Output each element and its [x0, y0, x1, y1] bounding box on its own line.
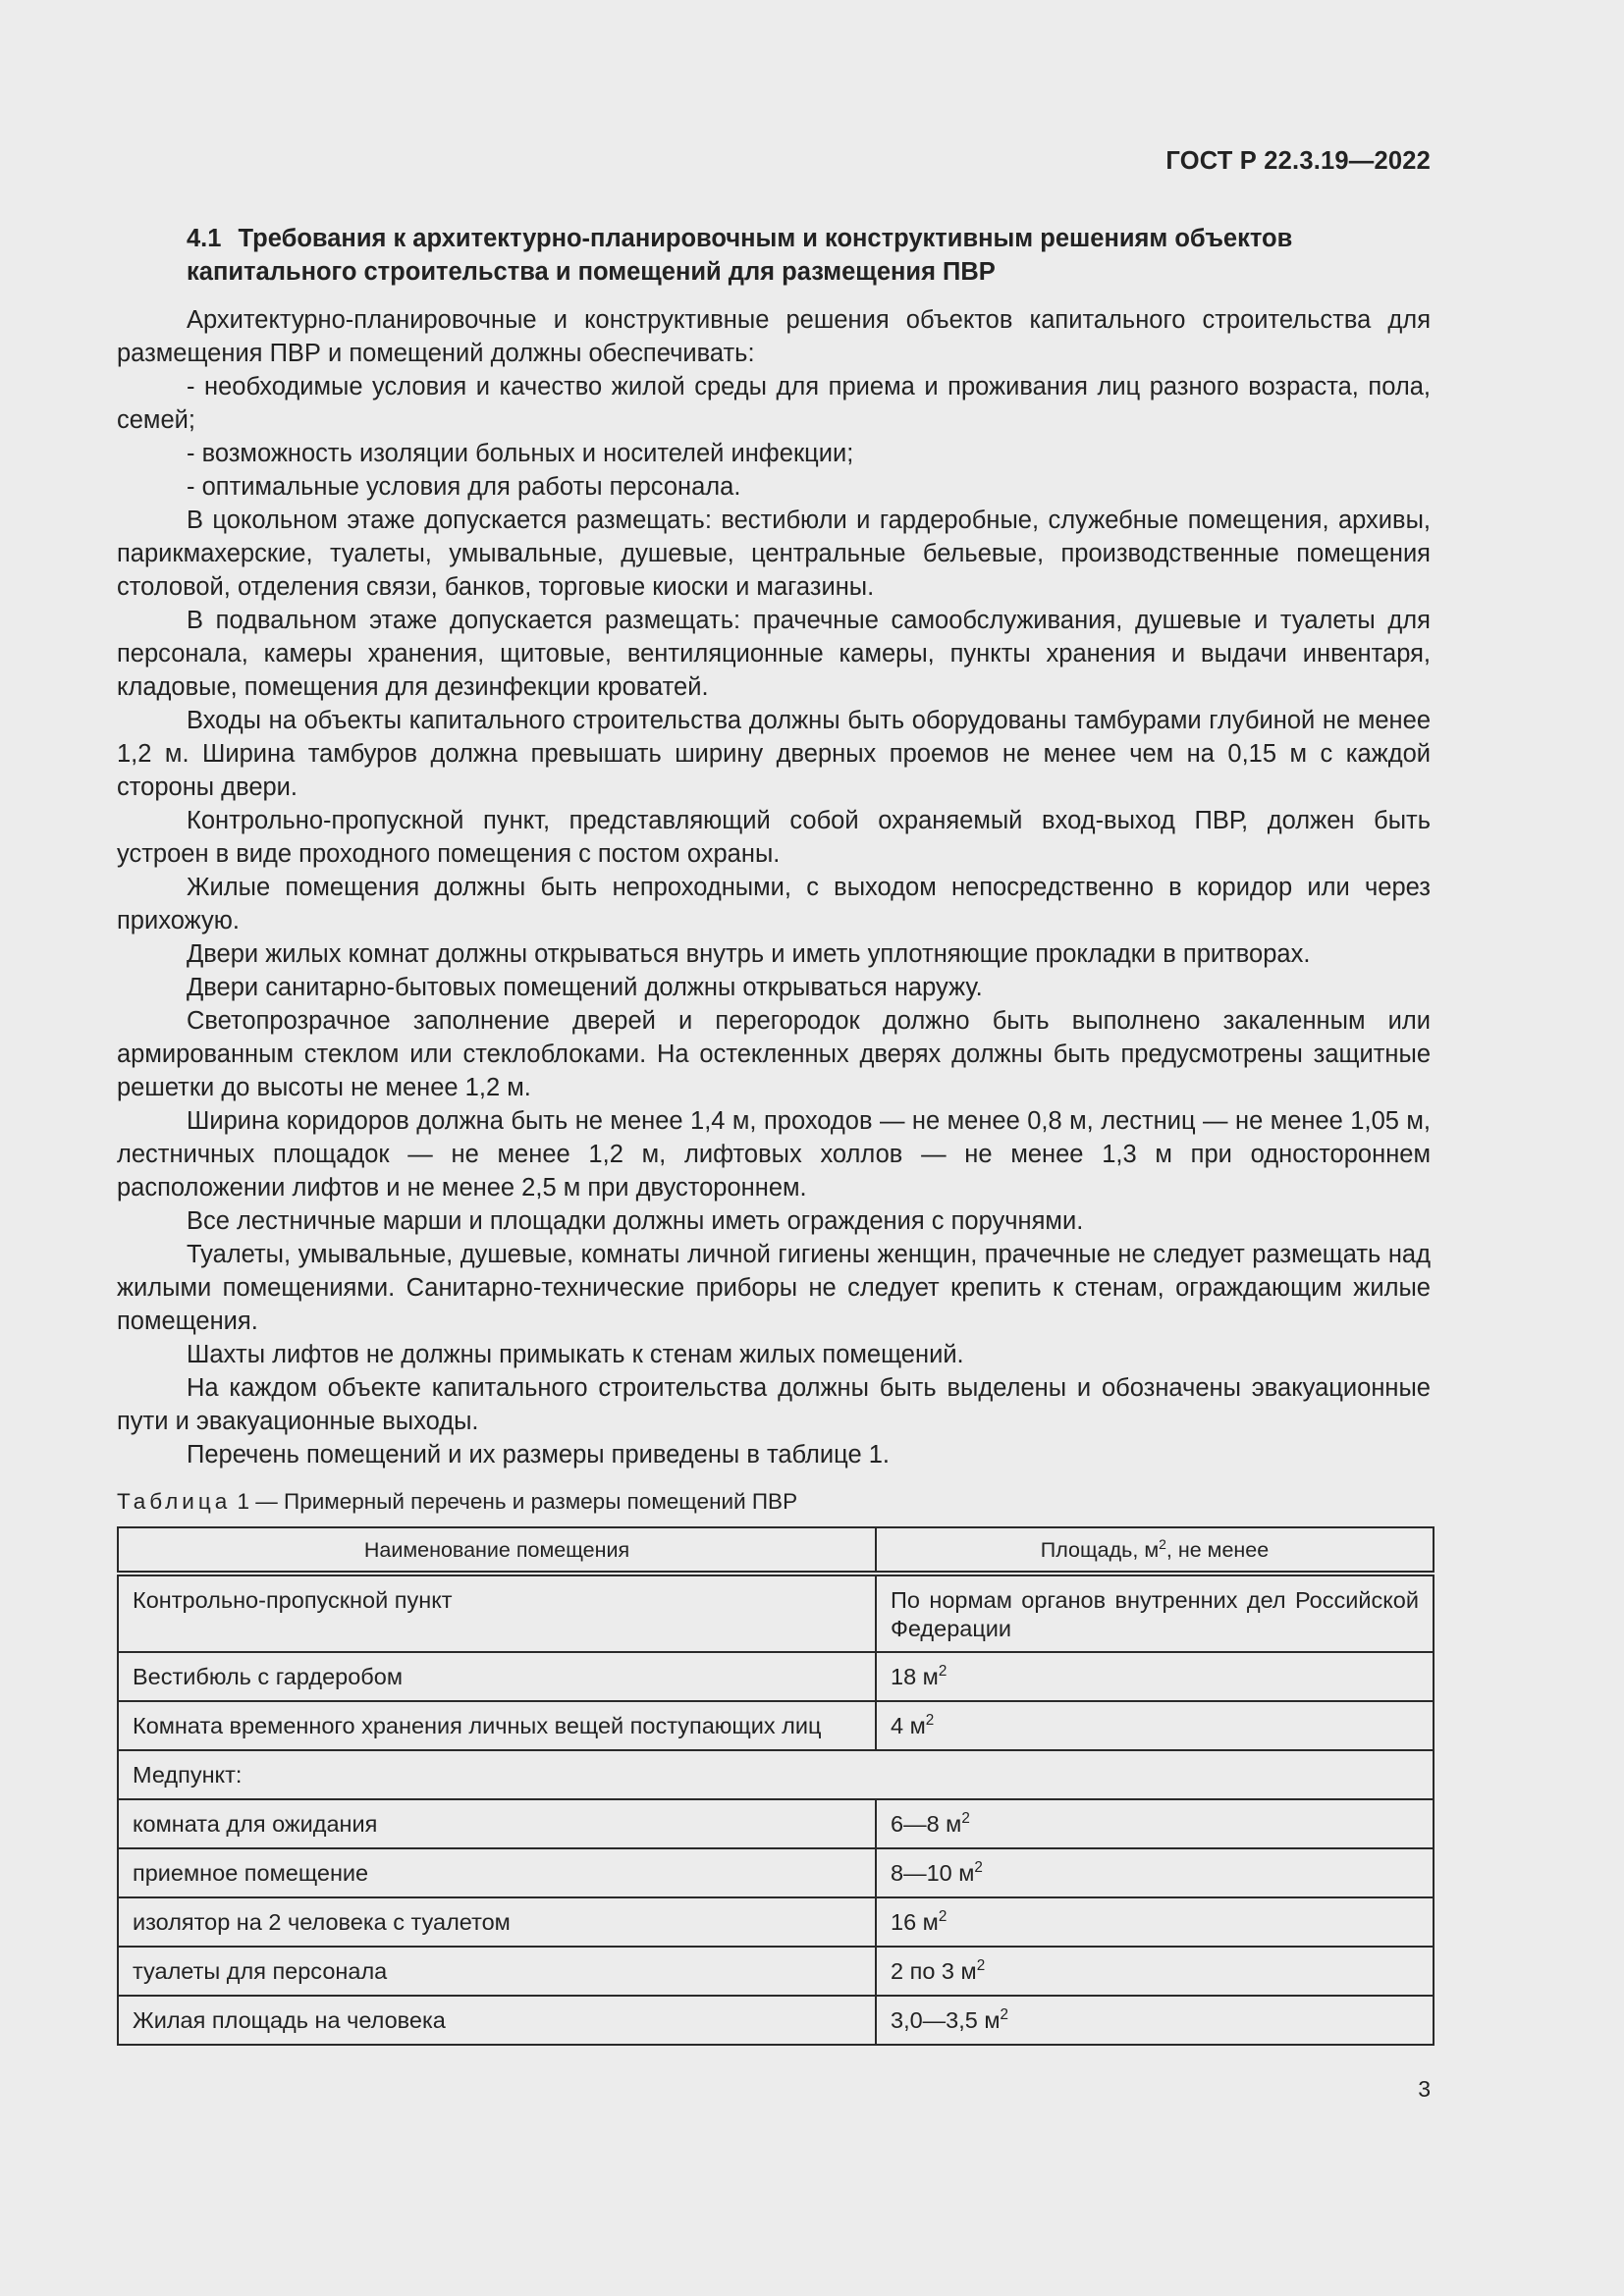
table-row	[118, 1799, 1434, 1848]
section-heading	[117, 222, 1431, 289]
table-row	[118, 1897, 1434, 1947]
paragraph: Светопрозрачное заполнение дверей и перегородок должно быть выполнено закаленным или армированным стеклом или стеклоблоками. На остекленных дверях должны быть предусмотрены защитные решетки до высоты не менее 1,2 м.	[117, 1007, 1431, 1101]
table-row	[118, 1652, 1434, 1701]
table-caption-label: Таблица	[117, 1489, 232, 1514]
table-row	[118, 1996, 1434, 2045]
list-item: - необходимые условия и качество жилой среды для приема и проживания лиц разного возраста, пола, семей;	[117, 373, 1431, 434]
table-caption-text: 1 — Примерный перечень и размеры помещений ПВР	[237, 1489, 798, 1514]
room-name-cell: комната для ожидания	[118, 1799, 876, 1848]
room-name-cell: Жилая площадь на человека	[118, 1996, 876, 2045]
rooms-table	[117, 1526, 1435, 2046]
table-row	[118, 1750, 1434, 1799]
section-title: Требования к архитектурно-планировочным и конструктивным решениям объектов капитального строительства и помещений для размещения ПВР	[187, 225, 1293, 286]
room-area-cell: 2 по 3 $м^2$	[876, 1947, 1434, 1996]
table-caption	[117, 1487, 1431, 1517]
paragraph: Жилые помещения должны быть непроходными, с выходом непосредственно в коридор или через прихожую.	[117, 874, 1431, 934]
table-row	[118, 1848, 1434, 1897]
room-area-cell: 16 $м^2$	[876, 1897, 1434, 1947]
room-area-cell: 6—8 $м^2$	[876, 1799, 1434, 1848]
table-header-row	[118, 1527, 1434, 1574]
table-row	[118, 1574, 1434, 1652]
section-number: 4.1	[187, 225, 222, 252]
table-row	[118, 1947, 1434, 1996]
paragraph: В цокольном этаже допускается размещать: вестибюли и гардеробные, служебные помещения, архивы, парикмахерские, туалеты, умывальные, душевые, центральные бельевые, производственные помещения столовой, отделения связи, банков, торговые киоски и магазины.	[117, 507, 1431, 601]
header-room-name: Наименование помещения	[118, 1527, 876, 1574]
list-item: - возможность изоляции больных и носителей инфекции;	[187, 440, 854, 467]
room-area-cell: 4 $м^2$	[876, 1701, 1434, 1750]
paragraph: Двери санитарно-бытовых помещений должны открываться наружу.	[187, 974, 983, 1001]
room-name-cell: изолятор на 2 человека с туалетом	[118, 1897, 876, 1947]
room-area-cell: 3,0—3,5 $м^2$	[876, 1996, 1434, 2045]
paragraph: Входы на объекты капитального строительства должны быть оборудованы тамбурами глубиной не менее 1,2 м. Ширина тамбуров должна превышать ширину дверных проемов не менее чем на 0,15 м с каждой стороны двери.	[117, 707, 1431, 801]
room-name-cell: Контрольно-пропускной пункт	[118, 1574, 876, 1652]
document-id-header: ГОСТ Р 22.3.19—2022	[1165, 147, 1431, 175]
paragraph: Архитектурно-планировочные и конструктивные решения объектов капитального строительства для размещения ПВР и помещений должны обеспечивать:	[117, 306, 1431, 367]
paragraph: Туалеты, умывальные, душевые, комнаты личной гигиены женщин, прачечные не следует размещать над жилыми помещениями. Санитарно-технические приборы не следует крепить к стенам, ограждающим жилые помещения.	[117, 1241, 1431, 1335]
room-area-cell: 8—10 $м^2$	[876, 1848, 1434, 1897]
page-content	[117, 222, 1431, 2046]
room-area-cell: 18 $м^2$	[876, 1652, 1434, 1701]
room-name-cell: Вестибюль с гардеробом	[118, 1652, 876, 1701]
paragraph: На каждом объекте капитального строительства должны быть выделены и обозначены эвакуационные пути и эвакуационные выходы.	[117, 1374, 1431, 1435]
group-heading-cell: Медпункт:	[118, 1750, 1434, 1799]
paragraph: Контрольно-пропускной пункт, представляющий собой охраняемый вход-выход ПВР, должен быть устроен в виде проходного помещения с постом охраны.	[117, 807, 1431, 868]
room-area-cell: По нормам органов внутренних дел Российской Федерации	[876, 1574, 1434, 1652]
paragraph: Шахты лифтов не должны примыкать к стенам жилых помещений.	[187, 1341, 964, 1368]
paragraph: Двери жилых комнат должны открываться внутрь и иметь уплотняющие прокладки в притворах.	[187, 940, 1311, 968]
room-name-cell: Комната временного хранения личных вещей поступающих лиц	[118, 1701, 876, 1750]
list-item: - оптимальные условия для работы персонала.	[187, 473, 741, 501]
page-number: 3	[1418, 2076, 1431, 2102]
paragraph: Перечень помещений и их размеры приведены в таблице 1.	[187, 1441, 890, 1468]
paragraph: Ширина коридоров должна быть не менее 1,4 м, проходов — не менее 0,8 м, лестниц — не менее 1,05 м, лестничных площадок — не менее 1,2 м, лифтовых холлов — не менее 1,3 м при одностороннем расположении лифтов и не менее 2,5 м при двустороннем.	[117, 1107, 1431, 1201]
paragraph: В подвальном этаже допускается размещать: прачечные самообслуживания, душевые и туалеты для персонала, камеры хранения, щитовые, вентиляционные камеры, пункты хранения и выдачи инвентаря, кладовые, помещения для дезинфекции кроватей.	[117, 607, 1431, 701]
paragraph: Все лестничные марши и площадки должны иметь ограждения с поручнями.	[187, 1207, 1084, 1235]
header-area: Площадь, $м^2$, не менее	[876, 1527, 1434, 1574]
room-name-cell: туалеты для персонала	[118, 1947, 876, 1996]
room-name-cell: приемное помещение	[118, 1848, 876, 1897]
table-row	[118, 1701, 1434, 1750]
